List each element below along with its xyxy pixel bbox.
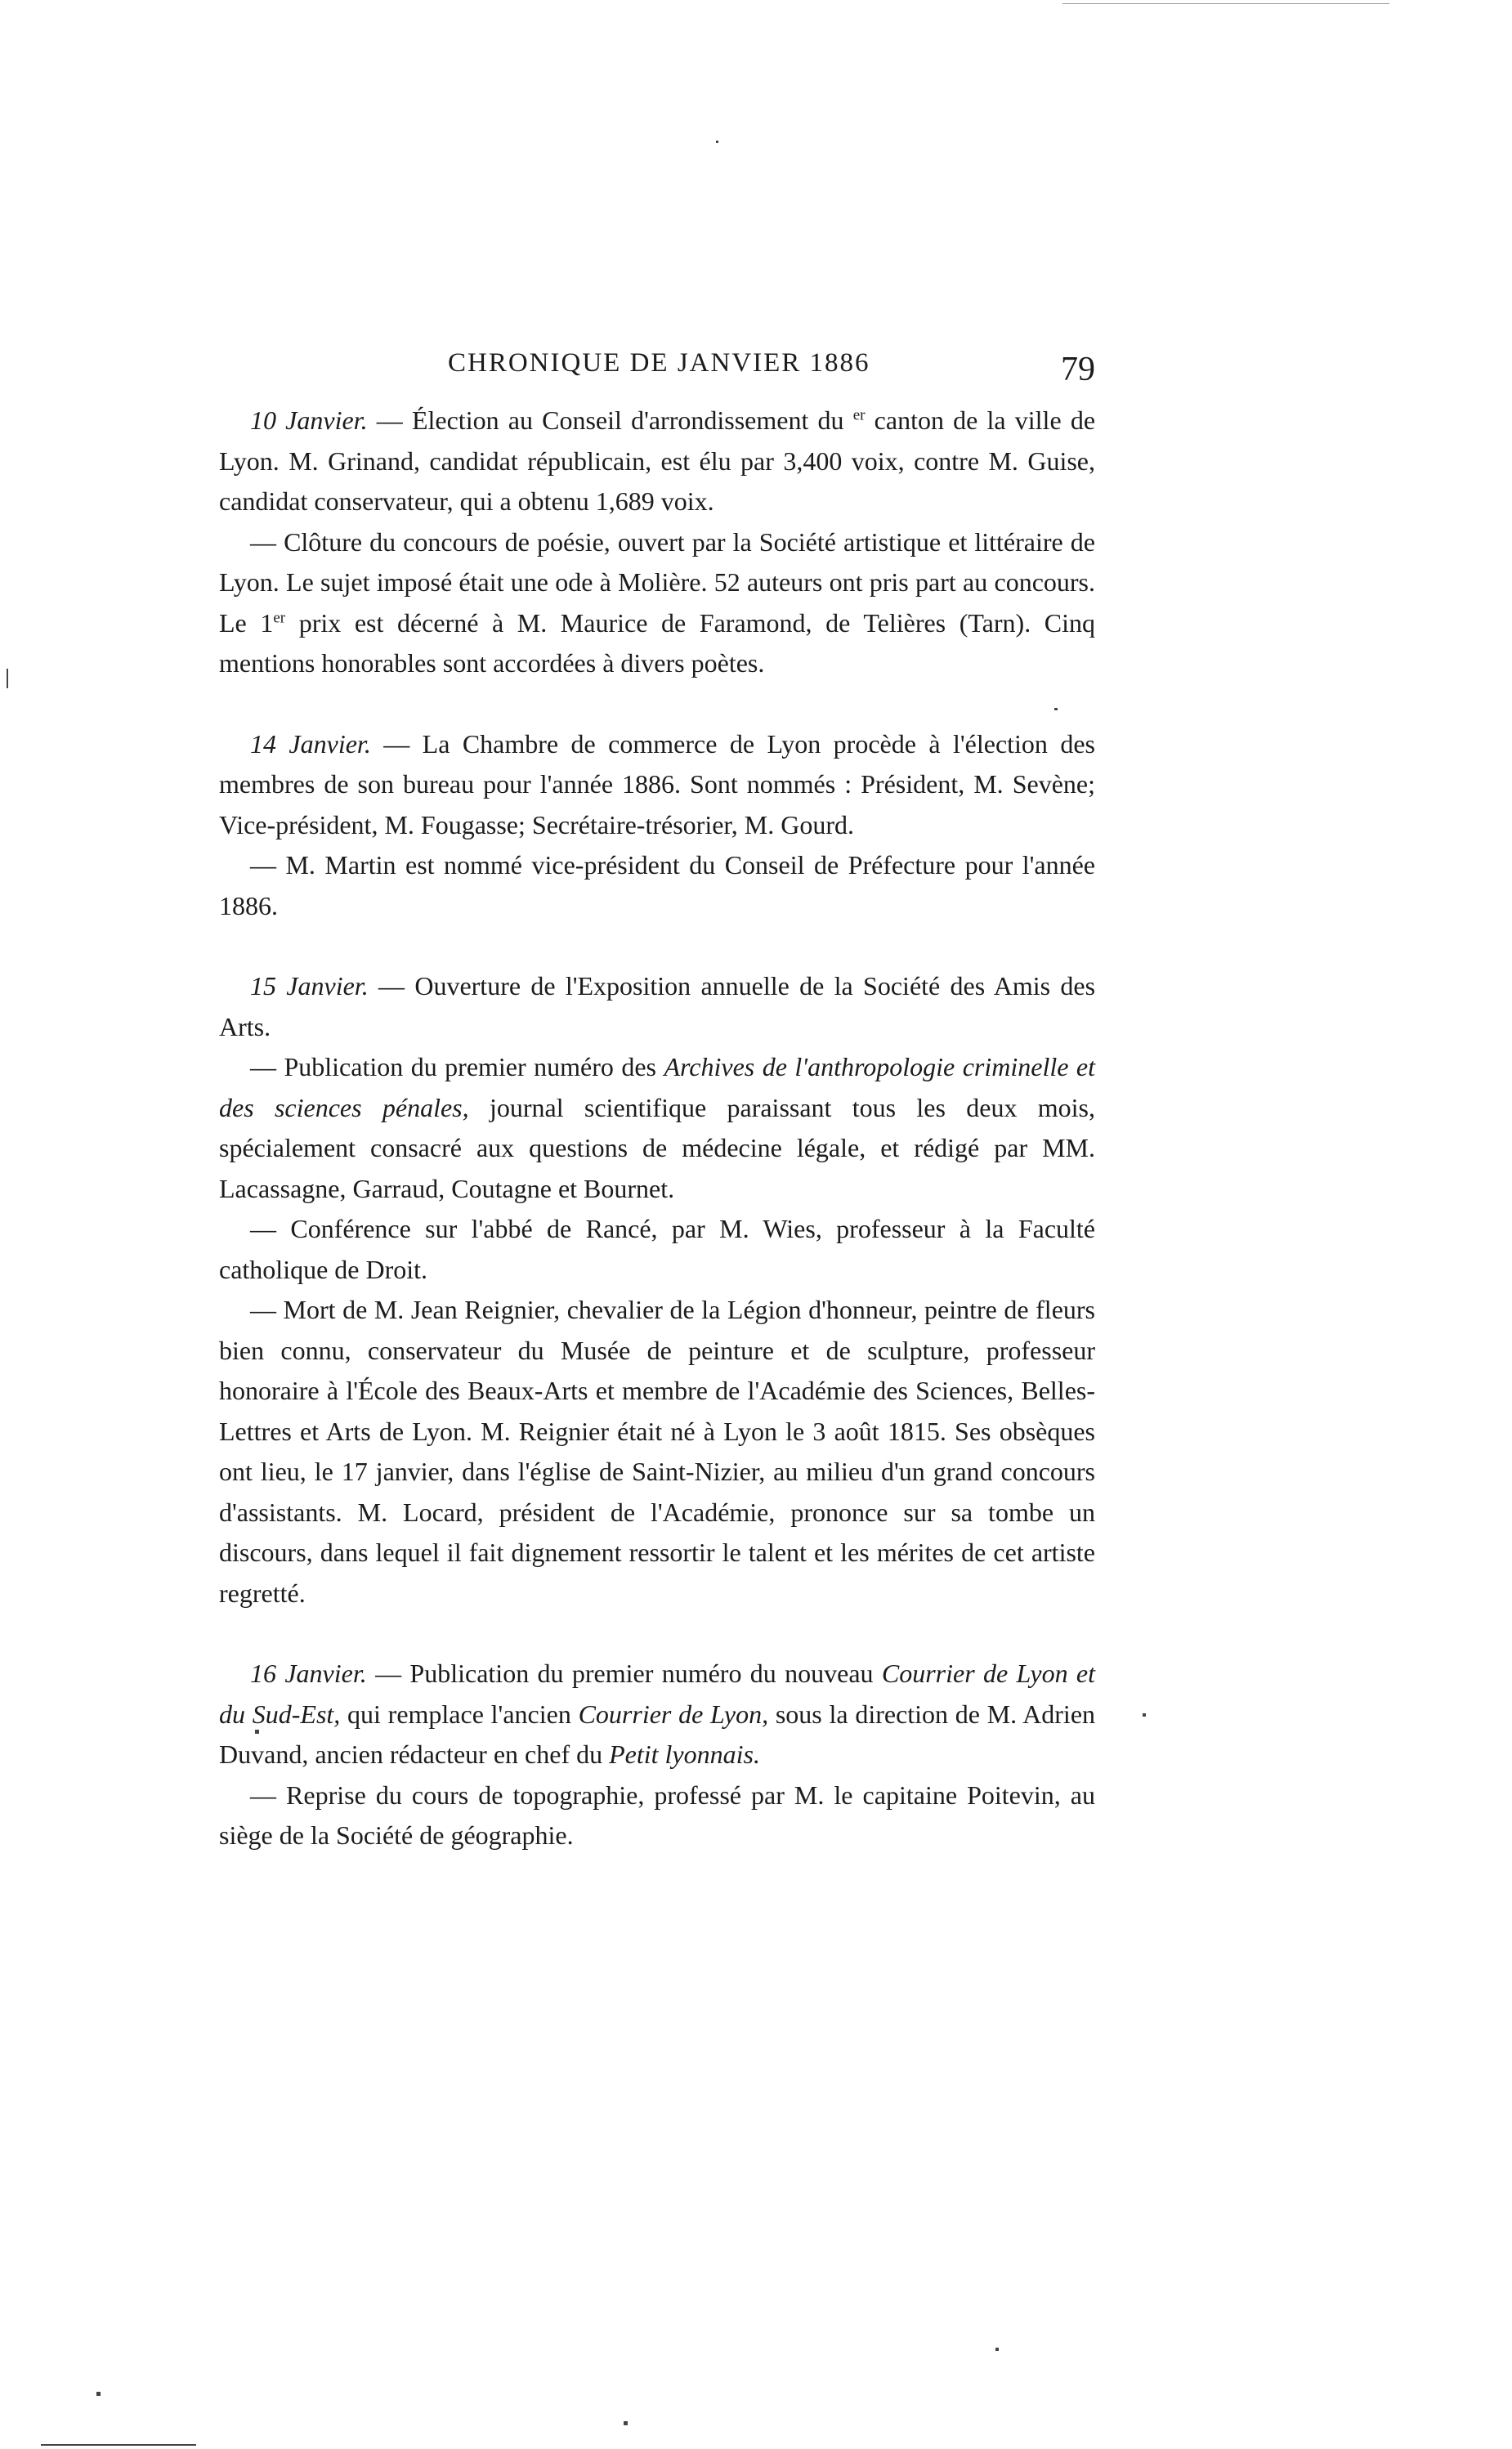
- entry-16-janvier: [219, 1654, 1095, 1775]
- scan-speck: [624, 2421, 628, 2425]
- paragraph-text: sous la direction de M. Adrien Duvand, ancien rédacteur en chef du: [219, 1699, 1096, 1769]
- paragraph-text: journal scientifique paraissant tous les deux mois, spécialement consacré aux questions de médecine légale, et rédigé par MM. Lacassagne, Garraud, Coutagne et Bournet.: [219, 1092, 1096, 1203]
- entry-paragraph: — M. Martin est nommé vice-président du Conseil de Préfecture pour l'année 1886.: [219, 850, 1095, 920]
- entry-paragraph: — Reprise du cours de topographie, professé par M. le capitaine Poitevin, au siège de la Société de géographie.: [219, 1780, 1095, 1850]
- newspaper-title: Courrier de Lyon,: [578, 1699, 769, 1729]
- entry-paragraph: — Conférence sur l'abbé de Rancé, par M. Wies, professeur à la Faculté catholique de Droit.: [219, 1214, 1095, 1284]
- scan-speck: [716, 141, 718, 143]
- page-number: 79: [1061, 351, 1095, 388]
- entry-paragraph: — La Chambre de commerce de Lyon procède à l'élection des membres de son bureau pour l'année 1886. Sont nommés : Président, M. Sevène; Vice-président, M. Fougasse; Secrétaire-trésorier, M. Gourd.: [219, 728, 1096, 839]
- entry-paragraph: [219, 522, 1095, 684]
- entry-10-janvier: [219, 401, 1095, 522]
- entry-15-janvier: [219, 966, 1095, 1047]
- scan-speck: [995, 2348, 999, 2351]
- journal-title: Archives de l'anthropologie criminelle et des sciences pénales,: [219, 1052, 1096, 1122]
- scan-speck: [96, 2392, 101, 2396]
- entry-paragraph: — Ouverture de l'Exposition annuelle de la Société des Amis des Arts.: [219, 971, 1096, 1041]
- running-title: CHRONIQUE DE JANVIER 1886: [448, 348, 870, 378]
- paragraph-text: prix est décerné à M. Maurice de Faramond, de Telières (Tarn). Cinq mentions honorables sont accordées à divers poètes.: [219, 607, 1096, 678]
- scan-speck: [1054, 708, 1058, 710]
- entry-date: 14 Janvier.: [250, 728, 371, 759]
- paragraph-text: — Clôture du concours de poésie, ouvert par la Société artistique et littéraire de Lyon. Le sujet imposé était une ode à Molière. 52 auteurs ont pris part au concours. Le 1: [219, 526, 1095, 638]
- newspaper-title: Petit lyonnais.: [609, 1739, 760, 1769]
- page-header: [219, 334, 1095, 391]
- entry-paragraph: — Mort de M. Jean Reignier, chevalier de la Légion d'honneur, peintre de fleurs bien connu, conservateur du Musée de peinture et de sculpture, professeur honoraire à l'École des Beaux-Arts et membre de l'Académie des Sciences, Belles-Lettres et Arts de Lyon. M. Reignier était né à Lyon le 3 août 1815. Ses obsèques ont lieu, le 17 janvier, dans l'église de Saint-Nizier, au milieu d'un grand concours d'assistants. M. Locard, président de l'Académie, prononce sur sa tombe un discours, dans lequel il fait dignement ressortir le talent et les mérites de cet artiste regretté.: [219, 1295, 1095, 1608]
- paragraph-text: qui remplace l'ancien: [340, 1699, 579, 1729]
- paragraph-text: — Publication du premier numéro du nouveau: [375, 1659, 882, 1688]
- scan-edge-mark: [41, 2444, 196, 2446]
- entry-date: 10 Janvier.: [250, 405, 368, 435]
- scan-edge-mark: [1062, 3, 1389, 4]
- entry-paragraph: canton de la ville de Lyon. M. Grinand, candidat républicain, est élu par 3,400 voix, contre M. Guise, candidat conservateur, qui a obtenu 1,689 voix.: [219, 405, 1096, 516]
- entry-14-janvier: [219, 724, 1095, 846]
- newspaper-title: Courrier de Lyon et du Sud-Est,: [219, 1659, 1096, 1729]
- scan-speck: [1143, 1713, 1146, 1717]
- superscript: er: [273, 608, 286, 626]
- entry-date: 16 Janvier.: [250, 1659, 367, 1688]
- entry-date: 15 Janvier.: [250, 971, 369, 1001]
- superscript: er: [852, 406, 866, 424]
- scan-speck: [255, 1730, 259, 1734]
- scan-edge-mark: [7, 669, 8, 688]
- entry-paragraph: — Élection au Conseil d'arrondissement du: [376, 405, 853, 435]
- entry-paragraph: [219, 1047, 1095, 1209]
- chronicle-text: [219, 401, 1095, 1856]
- paragraph-text: — Publication du premier numéro des: [250, 1052, 664, 1081]
